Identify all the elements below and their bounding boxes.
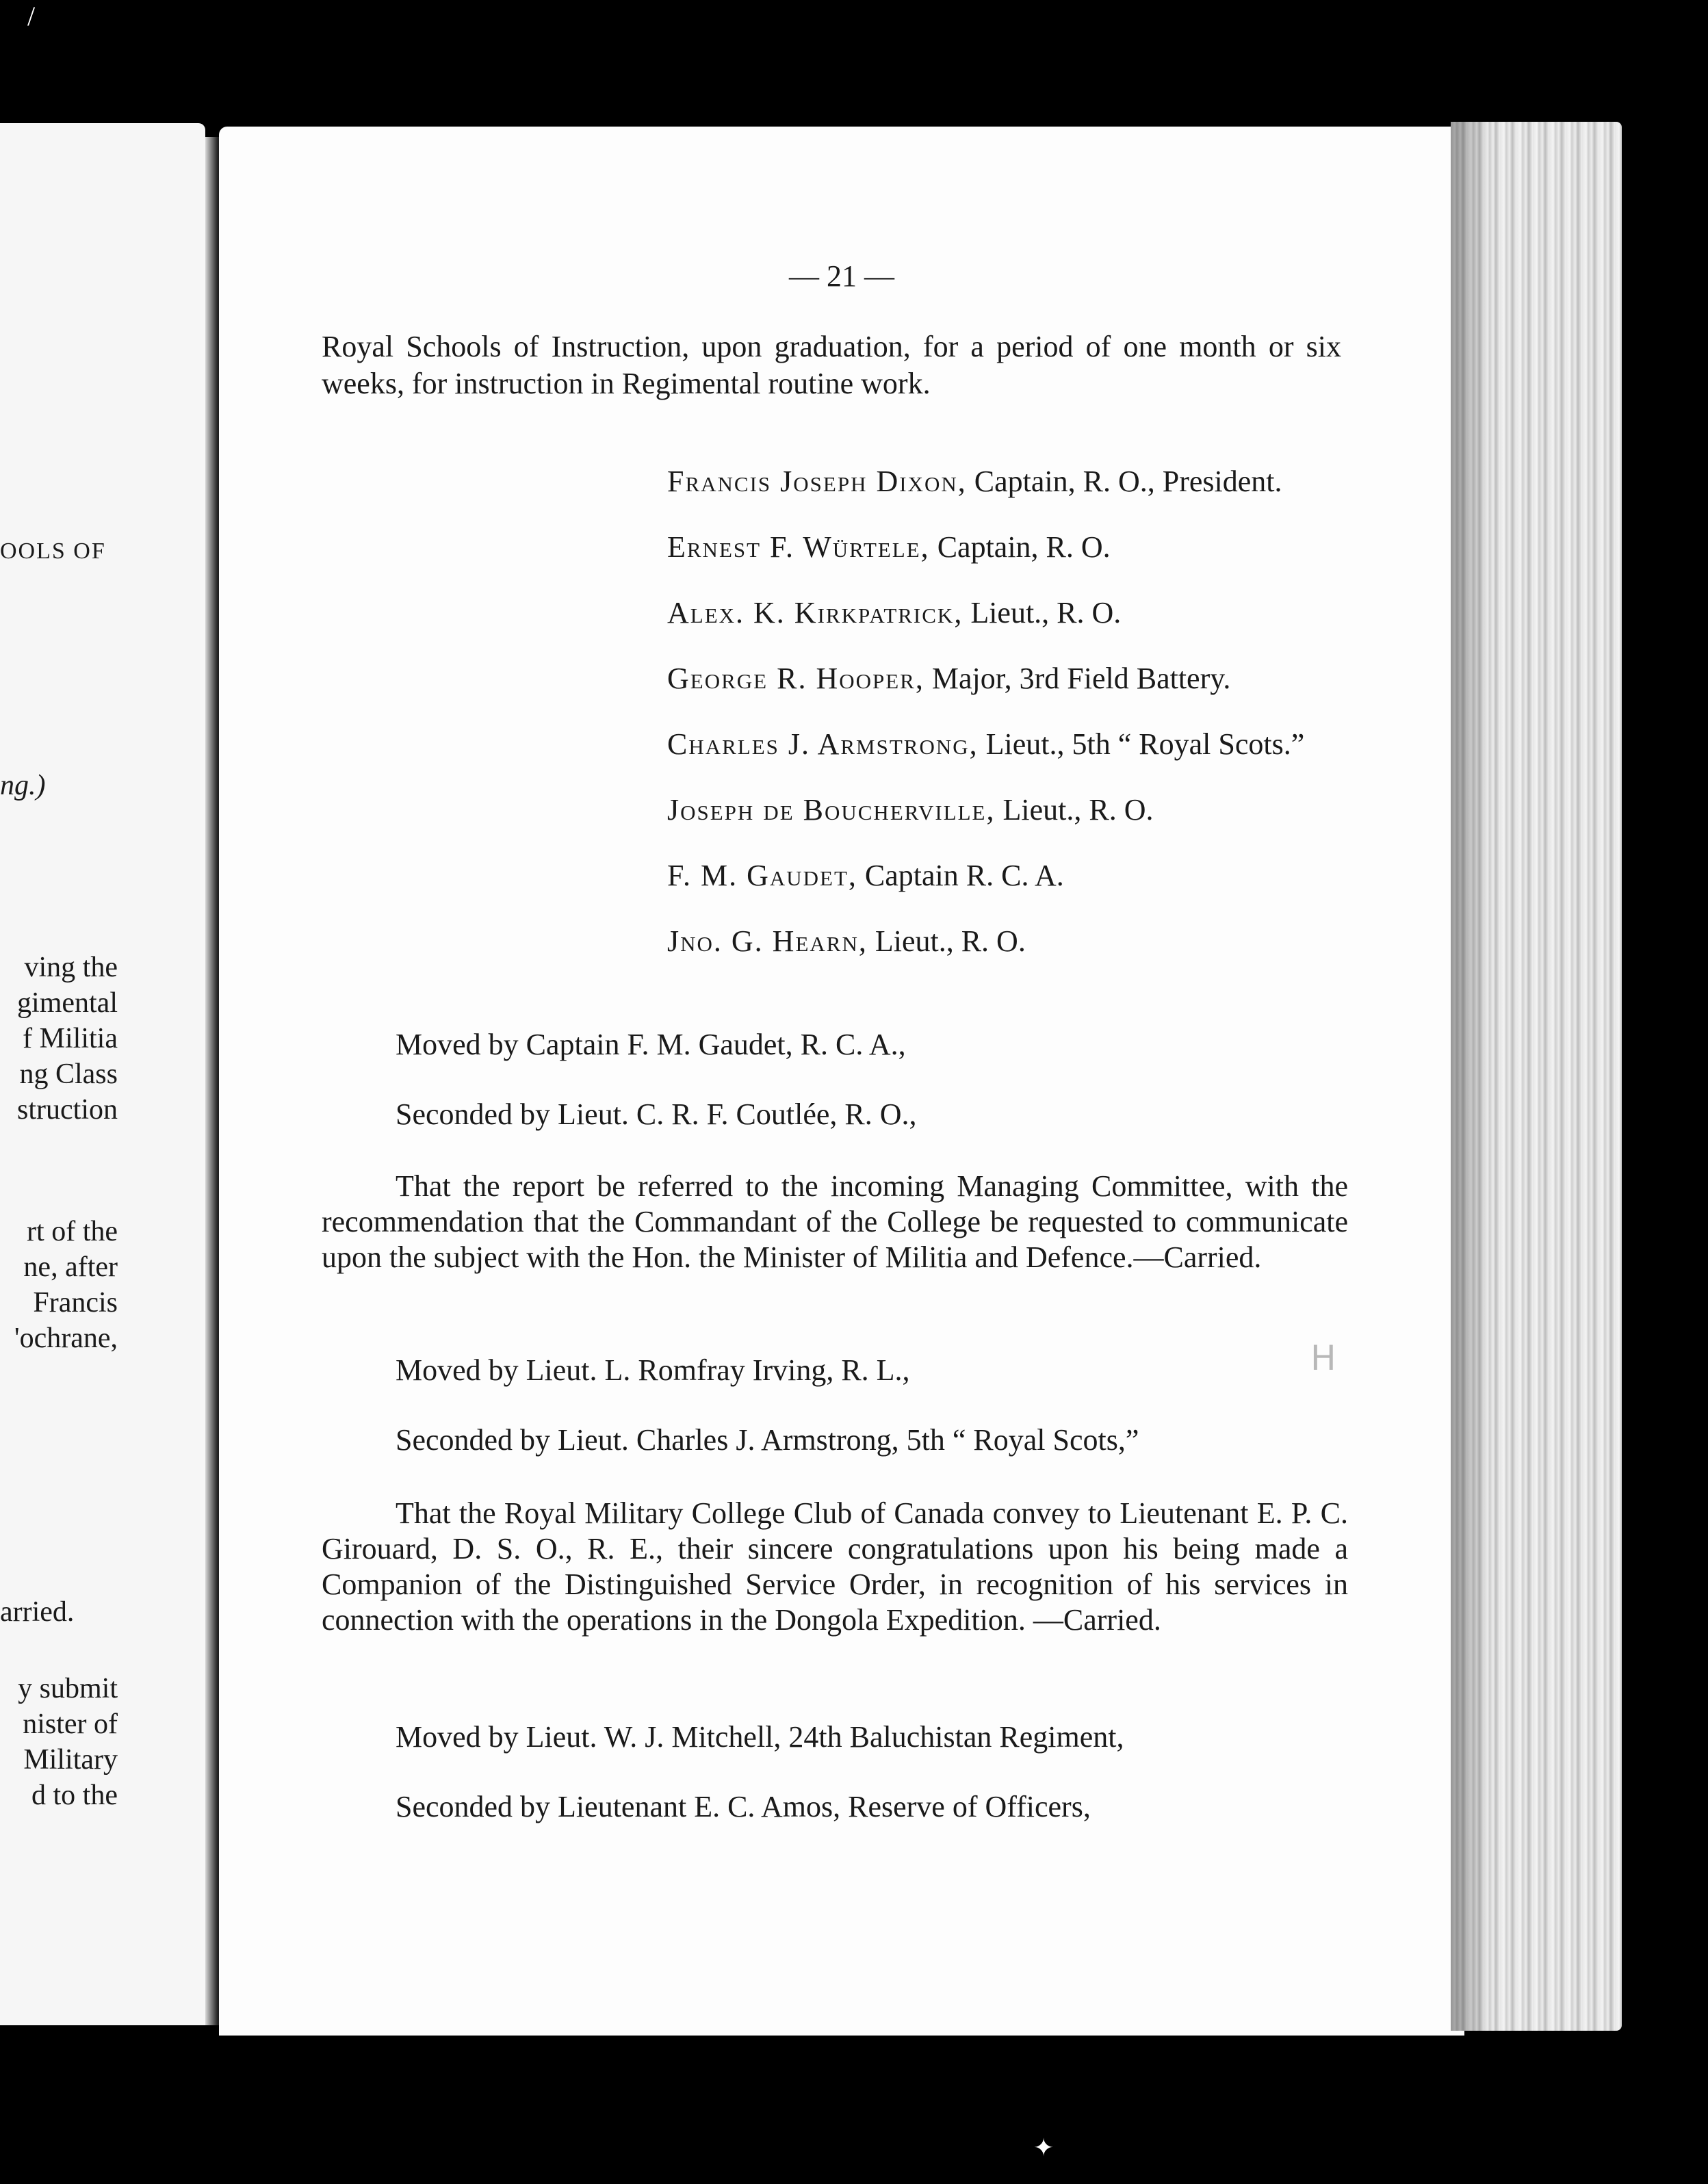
left-page-text-fragment: 'ochrane, [14,1323,118,1354]
signatory [667,528,1379,594]
left-page-text-fragment: struction [17,1094,118,1126]
signatory-name: Francis Joseph Dixon, [667,465,967,498]
moved-by-line: Moved by Captain F. M. Gaudet, R. C. A., [396,1028,906,1061]
signatory [667,791,1379,857]
left-page-text-fragment: OOLS OF [0,538,106,564]
signatory-name: Alex. K. Kirkpatrick, [667,596,963,629]
signatory-name: Charles J. Armstrong, [667,727,979,761]
resolution-paragraph: That the report be referred to the incoming Managing Committee, with the recommendation that the Commandant of the College be requested to communicate upon the subject with the Hon. the Minister of Militia and Defence.—Carried. [322,1169,1348,1274]
left-page-text-fragment: ng.) [0,770,46,801]
left-page-text-fragment: y submit [18,1673,118,1704]
signatory [667,922,1379,988]
seconded-by-line: Seconded by Lieut. Charles J. Armstrong, 5th “ Royal Scots,” [396,1423,1139,1457]
signatory-name: Ernest F. Würtele, [667,530,930,564]
signatory-title: Major, 3rd Field Battery. [924,662,1231,695]
signatory-name: F. M. Gaudet, [667,859,857,892]
intro-paragraph: Royal Schools of Instruction, upon graduation, for a period of one month or six weeks, for instruction in Regimental routine work. [322,330,1341,400]
signatory [667,594,1379,660]
film-speck: ✦ [1033,2134,1054,2161]
left-page-text-fragment: ving the [24,952,118,983]
seconded-by-line: Seconded by Lieut. C. R. F. Coutlée, R. O., [396,1097,917,1131]
resolution-paragraph: That the Royal Military College Club of Canada convey to Lieutenant E. P. C. Girouard, D. S. O., R. E., their sincere congratulations upon his being made a Companion of the Distinguished Service Order, in recognition of his services in connection with the operations in the Dongola Expedition. —Carried. [322,1496,1348,1637]
signatory [667,857,1379,922]
signatory-title: Lieut., R. O. [995,793,1154,827]
page-edges [1451,122,1622,2031]
left-page-text-fragment: Francis [33,1287,118,1318]
signatory-title: Lieut., R. O. [867,924,1026,958]
signatory [667,725,1379,791]
left-page-text-fragment: d to the [31,1780,118,1811]
moved-by-line: Moved by Lieut. L. Romfray Irving, R. L., [396,1353,910,1387]
left-page [0,123,205,2025]
film-speck: / [27,1,36,31]
left-page-text-fragment: arried. [0,1596,75,1628]
signatory-title: Captain, R. O., President. [966,465,1282,498]
pencil-margin-mark: H [1310,1338,1336,1378]
seconded-by-line: Seconded by Lieutenant E. C. Amos, Reserve of Officers, [396,1790,1091,1823]
signatory-title: Lieut., 5th “ Royal Scots.” [978,727,1305,761]
signatory [667,463,1379,528]
left-page-text-fragment: gimental [17,987,118,1019]
left-page-text-fragment: nister of [23,1708,118,1740]
left-page-text-fragment: ng Class [19,1058,118,1090]
signatory-name: George R. Hooper, [667,662,924,695]
signatories-list [667,463,1379,988]
moved-by-line: Moved by Lieut. W. J. Mitchell, 24th Baluchistan Regiment, [396,1720,1124,1754]
signatory-title: Lieut., R. O. [963,596,1122,629]
signatory-name: Jno. G. Hearn, [667,924,868,958]
left-page-text-fragment: rt of the [27,1216,118,1247]
page-number: — 21 — [789,259,894,293]
signatory-title: Captain R. C. A. [857,859,1064,892]
left-page-text-fragment: ne, after [23,1251,118,1283]
signatory-name: Joseph de Boucherville, [667,793,996,827]
signatory-title: Captain, R. O. [929,530,1111,564]
signatory [667,660,1379,725]
left-page-text-fragment: f Militia [23,1023,118,1054]
left-page-text-fragment: Military [23,1744,118,1776]
